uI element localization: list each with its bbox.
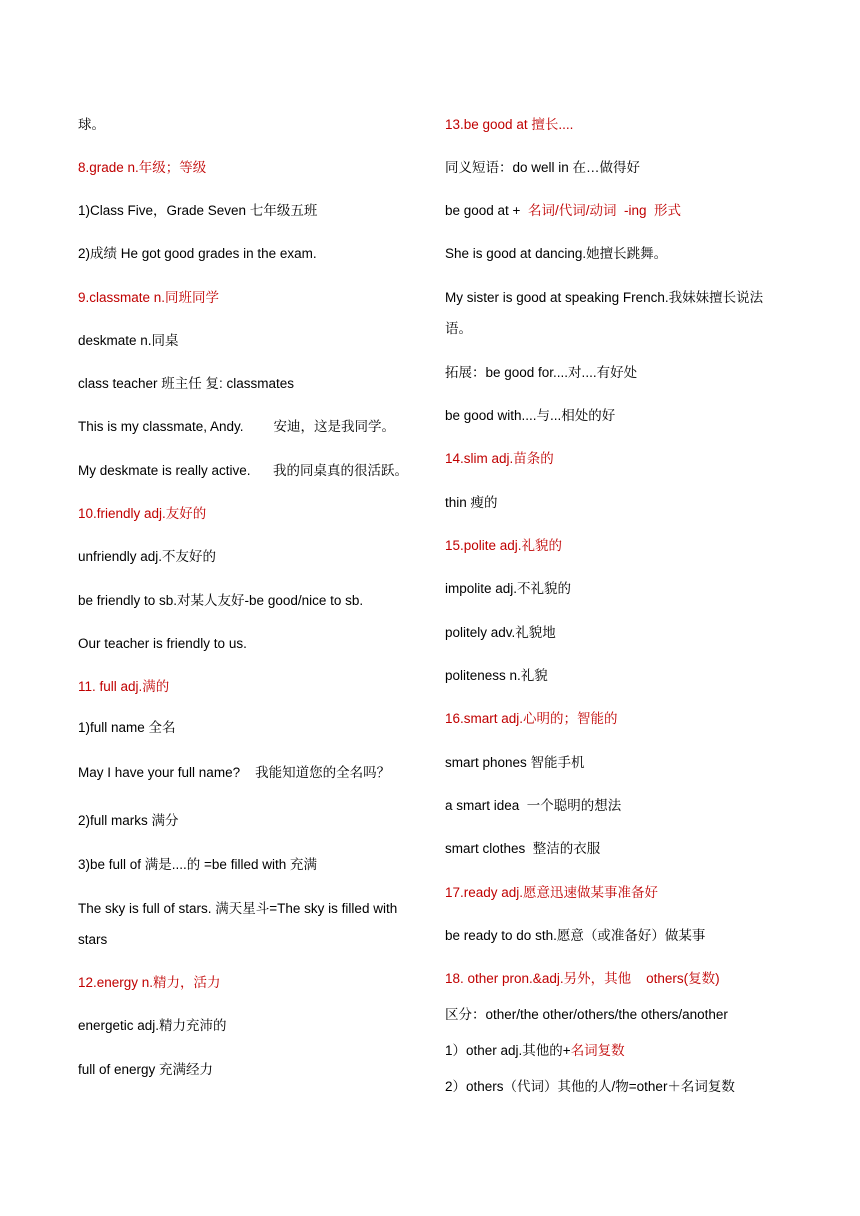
text-line: be ready to do sth.愿意（或准备好）做某事: [445, 928, 706, 943]
text-line: 3)be full of 满是....的 =be filled with 充满: [78, 857, 317, 872]
text-line: May I have your full name? 我能知道您的全名吗？: [78, 765, 391, 780]
text-line: deskmate n.同桌: [78, 333, 179, 348]
heading-slim: 14.slim adj.苗条的: [445, 451, 554, 466]
text-line: smart phones 智能手机: [445, 755, 585, 770]
text-line: unfriendly adj.不友好的: [78, 549, 217, 564]
text-line: 2)full marks 满分: [78, 813, 179, 828]
text-line: 1)Class Five，Grade Seven 七年级五班: [78, 203, 318, 218]
text-line: 拓展：be good for....对....有好处: [445, 365, 638, 380]
text-line-mixed: [445, 1042, 625, 1060]
text-line: Our teacher is friendly to us.: [78, 636, 247, 651]
text-line: 2)成绩 He got good grades in the exam.: [78, 246, 317, 261]
text-line: My deskmate is really active. 我的同桌真的很活跃。: [78, 463, 409, 478]
text-line: 球。: [78, 117, 105, 132]
text-paragraph: My sister is good at speaking French.我妹妹擅长说法语。: [445, 290, 764, 336]
text-line: full of energy 充满经力: [78, 1062, 214, 1077]
heading-full: 11. full adj.满的: [78, 679, 170, 694]
text-line: 区分：other/the other/others/the others/another: [445, 1007, 728, 1022]
heading-other: 18. other pron.&adj.另外，其他 others(复数): [445, 971, 720, 986]
text-line: She is good at dancing.她擅长跳舞。: [445, 246, 668, 261]
text-line: be good with....与...相处的好: [445, 408, 616, 423]
heading-polite: 15.polite adj.礼貌的: [445, 538, 563, 553]
text-line: a smart idea 一个聪明的想法: [445, 798, 622, 813]
heading-grade: 8.grade n.年级；等级: [78, 160, 207, 175]
text-paragraph: The sky is full of stars. 满天星斗=The sky is filled with stars: [78, 901, 398, 947]
text-line-mixed: [445, 202, 681, 220]
text-line: 2）others（代词）其他的人/物=other＋名词复数: [445, 1079, 735, 1094]
line-prefix: 1）other adj.其他的+: [445, 1043, 571, 1058]
heading-smart: 16.smart adj.心明的；智能的: [445, 711, 618, 726]
text-line: This is my classmate, Andy. 安迪，这是我同学。: [78, 419, 396, 434]
heading-be-good-at: 13.be good at 擅长....: [445, 117, 574, 132]
text-line: 1)full name 全名: [78, 720, 176, 735]
text-line: 同义短语：do well in 在…做得好: [445, 160, 641, 175]
heading-energy: 12.energy n.精力，活力: [78, 975, 221, 990]
heading-ready: 17.ready adj.愿意迅速做某事准备好: [445, 885, 659, 900]
line-prefix: be good at +: [445, 203, 528, 218]
text-line: impolite adj.不礼貌的: [445, 581, 572, 596]
text-line: politely adv.礼貌地: [445, 625, 556, 640]
text-line: thin 瘦的: [445, 495, 498, 510]
text-line: be friendly to sb.对某人友好-be good/nice to sb.: [78, 593, 364, 608]
line-highlight: 名词/代词/动词 -ing 形式: [527, 203, 681, 218]
text-line: politeness n.礼貌: [445, 668, 548, 683]
text-line: energetic adj.精力充沛的: [78, 1018, 227, 1033]
line-highlight: 名词复数: [570, 1043, 625, 1058]
heading-friendly: 10.friendly adj.友好的: [78, 506, 207, 521]
text-line: class teacher 班主任 复: classmates: [78, 376, 295, 391]
heading-classmate: 9.classmate n.同班同学: [78, 290, 220, 305]
text-line: smart clothes 整洁的衣服: [445, 841, 601, 856]
